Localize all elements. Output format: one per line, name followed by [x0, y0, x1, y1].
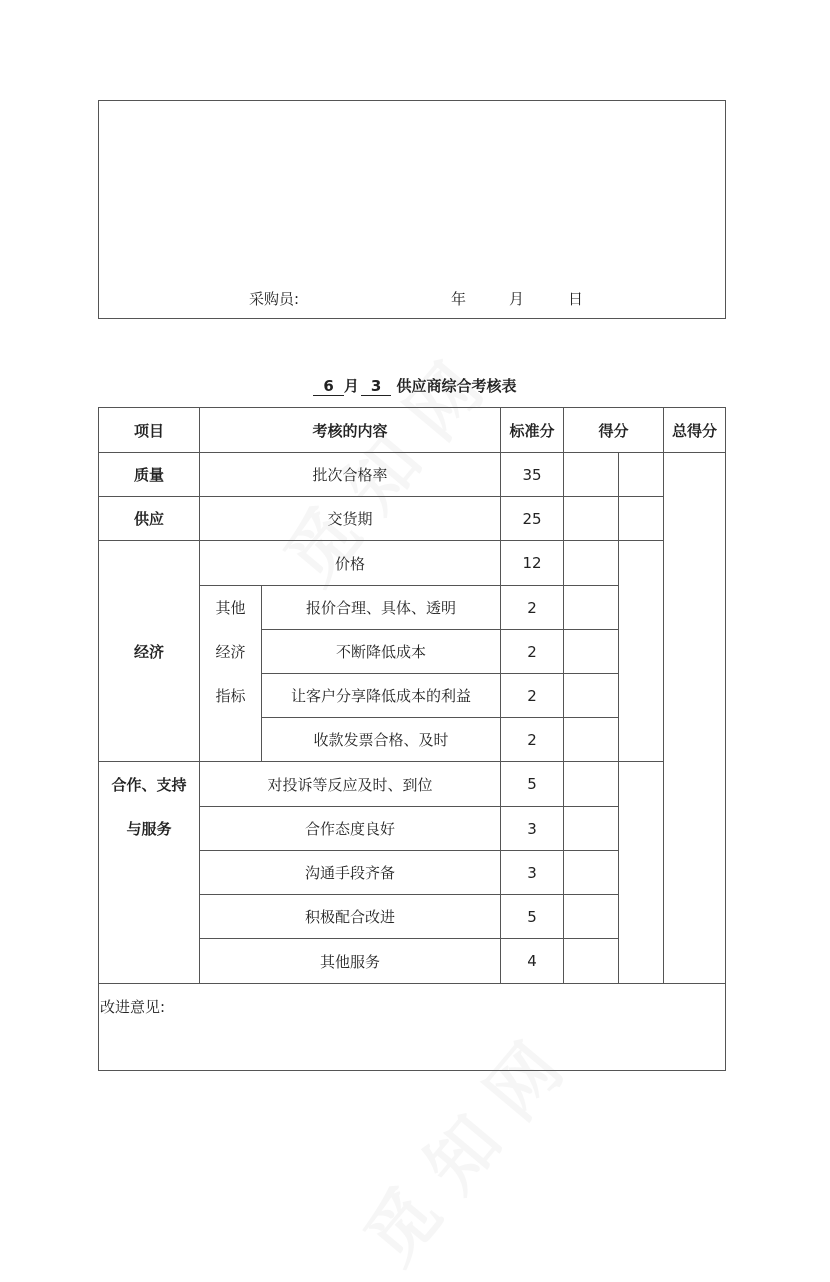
title-text: 供应商综合考核表 — [396, 377, 517, 395]
price-score: 12 — [522, 554, 542, 572]
supply-content: 交货期 — [327, 510, 373, 528]
buyer-label: 采购员: — [249, 290, 300, 308]
header-content: 考核的内容 — [312, 421, 388, 440]
quality-content: 批次合格率 — [312, 466, 388, 484]
year-label: 年 — [451, 290, 467, 308]
header-item: 项目 — [133, 421, 164, 440]
service-row-content: 其他服务 — [319, 952, 380, 971]
header-total: 总得分 — [671, 421, 717, 440]
quality-label: 质量 — [133, 466, 164, 484]
econ-row-content: 报价合理、具体、透明 — [305, 599, 456, 617]
quality-score: 35 — [522, 465, 542, 484]
month-label: 月 — [509, 290, 525, 308]
service-row-score: 5 — [527, 907, 537, 926]
service-row-content: 合作态度良好 — [304, 820, 395, 838]
service-row-content: 沟通手段齐备 — [304, 864, 395, 882]
header-score: 得分 — [598, 421, 629, 440]
service-label-line1: 合作、支持 — [111, 775, 187, 794]
economy-label: 经济 — [133, 642, 164, 661]
service-row-content: 对投诉等反应及时、到位 — [267, 775, 433, 794]
econ-row-content: 收款发票合格、及时 — [313, 731, 449, 749]
improvement-label: 改进意见: — [100, 998, 166, 1016]
econ-row-score: 2 — [527, 598, 537, 617]
month-unit: 月 — [343, 377, 359, 395]
price-content: 价格 — [334, 554, 365, 573]
econ-row-content: 不断降低成本 — [335, 643, 426, 661]
supply-score: 25 — [522, 509, 542, 528]
econ-row-score: 2 — [527, 730, 537, 749]
econ-row-score: 2 — [527, 686, 537, 705]
service-row-content: 积极配合改进 — [304, 908, 395, 926]
header-standard: 标准分 — [509, 421, 555, 440]
month-value: 6 — [313, 377, 343, 396]
service-row-score: 3 — [527, 863, 537, 882]
service-row-score: 4 — [527, 952, 537, 970]
econ-row-score: 2 — [527, 642, 537, 661]
supply-label: 供应 — [133, 510, 164, 528]
other-econ-label-1: 其他 — [215, 599, 246, 617]
econ-row-content: 让客户分享降低成本的利益 — [290, 687, 471, 705]
service-row-score: 5 — [527, 775, 537, 793]
day-label: 日 — [568, 290, 584, 308]
service-row-score: 3 — [527, 819, 537, 838]
other-econ-label-3: 指标 — [215, 687, 246, 705]
week-value: 3 — [361, 377, 391, 396]
service-label-line2: 与服务 — [126, 820, 172, 838]
other-econ-label-2: 经济 — [215, 643, 246, 661]
